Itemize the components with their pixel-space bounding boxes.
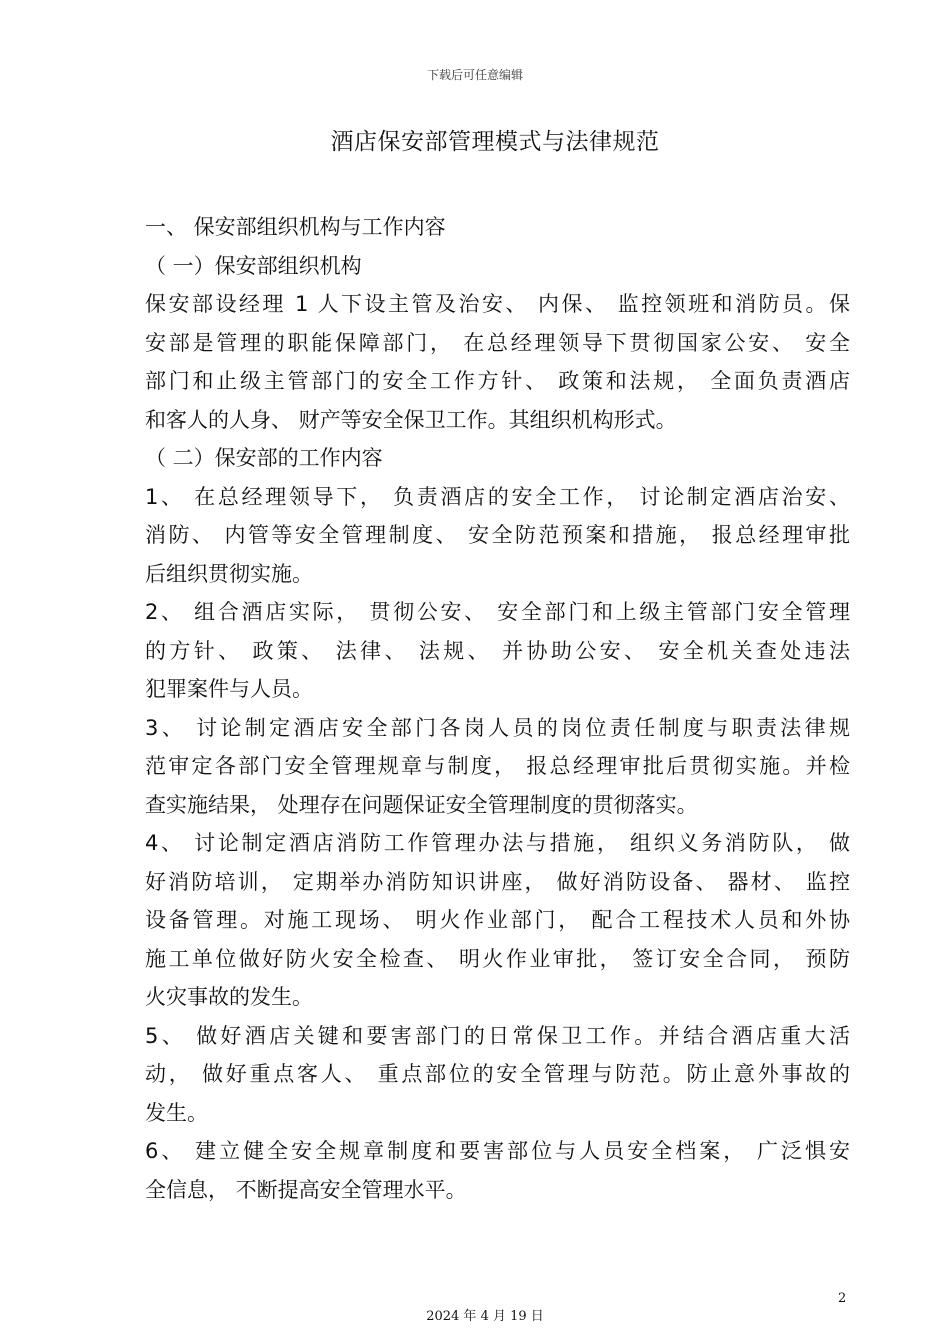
- body-line: 好消防培训， 定期举办消防知识讲座， 做好消防设备、 器材、 监控: [145, 869, 850, 894]
- document-title: 酒店保安部管理模式与法律规范: [330, 129, 660, 155]
- body-line: 2、 组合酒店实际， 贯彻公安、 安全部门和上级主管部门安全管理: [145, 600, 850, 624]
- document-body: [145, 208, 850, 1209]
- body-line: 消防、 内管等安全管理制度、 安全防范预案和措施， 报总经理审批: [145, 523, 850, 547]
- body-line: 动， 做好重点客人、 重点部位的安全管理与防范。防止意外事故的: [145, 1062, 850, 1086]
- body-line: 4、 讨论制定酒店消防工作管理办法与措施， 组织义务消防队， 做: [145, 831, 850, 855]
- body-line: （ 一）保安部组织机构: [145, 253, 362, 278]
- body-line: 一、 保安部组织机构与工作内容: [145, 215, 446, 239]
- body-line: 设备管理。对施工现场、 明火作业部门， 配合工程技术人员和外协: [145, 908, 850, 932]
- body-line: 保安部设经理 1 人下设主管及治安、 内保、 监控领班和消防员。保: [145, 292, 850, 316]
- page-header: 下载后可任意编辑: [426, 68, 523, 82]
- body-line: 部门和止级主管部门的安全工作方针、 政策和法规， 全面负责酒店: [145, 369, 850, 393]
- body-line: 1、 在总经理领导下， 负责酒店的安全工作， 讨论制定酒店治安、: [145, 484, 850, 509]
- body-line: 6、 建立健全安全规章制度和要害部位与人员安全档案， 广泛惧安: [145, 1139, 850, 1163]
- page-number: 2: [838, 1291, 847, 1306]
- body-line: 施工单位做好防火安全检查、 明火作业审批， 签订安全合同， 预防: [145, 946, 850, 971]
- body-line: 5、 做好酒店关键和要害部门的日常保卫工作。并结合酒店重大活: [145, 1023, 850, 1048]
- body-line: 全信息， 不断提高安全管理水平。: [145, 1177, 467, 1202]
- body-line: 查实施结果， 处理存在问题保证安全管理制度的贯彻落实。: [145, 792, 698, 817]
- body-line: 3、 讨论制定酒店安全部门各岗人员的岗位责任制度与职责法律规: [145, 715, 850, 740]
- body-line: 犯罪案件与人员。: [145, 677, 313, 701]
- body-line: （ 二）保安部的工作内容: [145, 446, 383, 470]
- body-line: 安部是管理的职能保障部门， 在总经理领导下贯彻国家公安、 安全: [145, 330, 850, 355]
- body-line: 的方针、 政策、 法律、 法规、 并协助公安、 安全机关查处违法: [145, 638, 850, 663]
- page-footer-date: 2024 年 4 月 19 日: [426, 1309, 544, 1324]
- body-line: 发生。: [145, 1100, 208, 1125]
- body-line: 范审定各部门安全管理规章与制度， 报总经理审批后贯彻实施。并检: [145, 754, 850, 778]
- body-line: 火灾事故的发生。: [145, 985, 313, 1009]
- body-line: 和客人的人身、 财产等安全保卫工作。其组织机构形式。: [145, 407, 677, 432]
- body-line: 后组织贯彻实施。: [145, 561, 313, 586]
